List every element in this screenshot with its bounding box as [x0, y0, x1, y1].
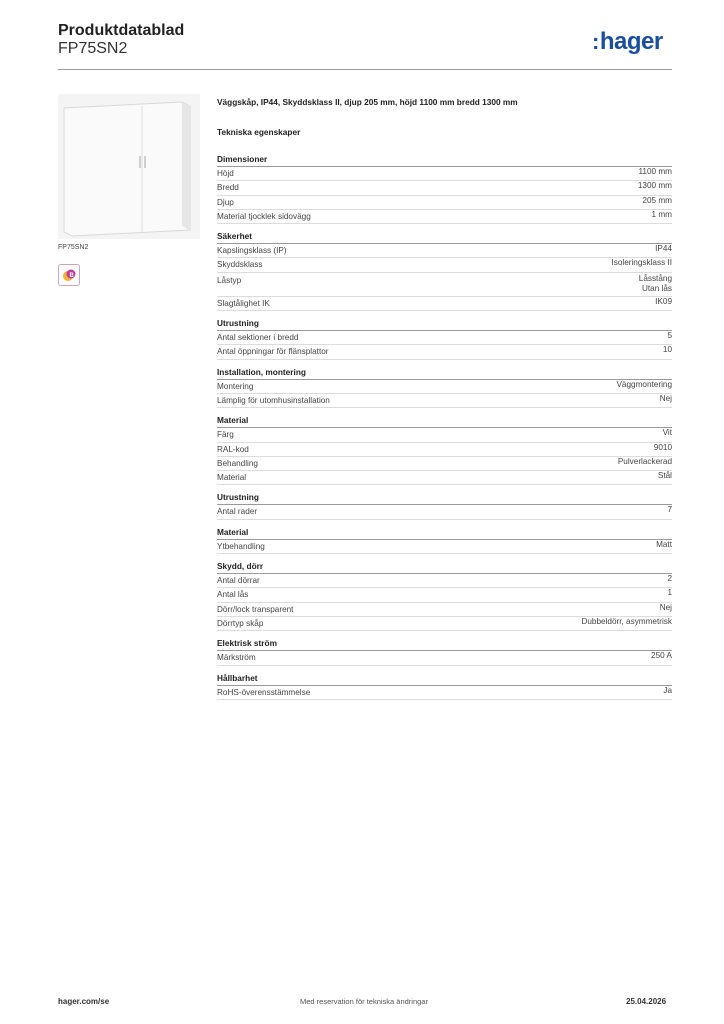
spec-label: Låstyp [217, 275, 242, 285]
spec-value [616, 380, 672, 393]
spec-value-line: 5 [667, 331, 672, 341]
spec-value-line: IK09 [655, 296, 672, 306]
spec-row [217, 574, 672, 588]
spec-value-line: Matt [656, 539, 672, 549]
spec-label: Material [217, 473, 247, 483]
spec-label: Antal lås [217, 590, 249, 600]
spec-value [658, 471, 672, 484]
spec-value [667, 588, 672, 601]
spec-row [217, 394, 672, 408]
spec-row [217, 471, 672, 485]
spec-label: Märkström [217, 653, 256, 663]
spec-section [217, 491, 672, 519]
spec-value-line: Nej [659, 393, 672, 403]
spec-section [217, 317, 672, 360]
logo-text: hager [599, 28, 663, 55]
spec-value [611, 258, 672, 271]
spec-row [217, 196, 672, 210]
cabinet-illustration-icon [58, 94, 200, 239]
spec-row [217, 345, 672, 359]
spec-label: Bredd [217, 183, 239, 193]
spec-value-line: Dubbeldörr, asymmetrisk [581, 616, 672, 626]
eco-badge-icon [58, 264, 80, 286]
spec-label: RAL-kod [217, 444, 249, 454]
spec-value-line: 9010 [653, 442, 672, 452]
section-title: Skydd, dörr [217, 560, 672, 574]
spec-value-line: Vit [662, 428, 672, 438]
spec-label: Antal dörrar [217, 576, 260, 586]
spec-value [667, 505, 672, 518]
spec-value [660, 603, 672, 616]
spec-label: Lämplig för utomhusinstallation [217, 395, 330, 405]
section-title: Utrustning [217, 491, 672, 505]
spec-value-line: 1 mm [651, 209, 672, 219]
spec-value-line: Pulverlackerad [617, 456, 672, 466]
spec-value [655, 244, 672, 257]
spec-row [217, 258, 672, 272]
spec-value-line: 205 mm [642, 195, 672, 205]
spec-row [217, 588, 672, 602]
spec-section [217, 230, 672, 311]
spec-value [667, 331, 672, 344]
spec-section [217, 672, 672, 700]
spec-value [639, 274, 672, 295]
spec-row [217, 686, 672, 700]
section-title: Dimensioner [217, 153, 672, 167]
spec-section [217, 414, 672, 485]
spec-value-line: 10 [662, 345, 672, 355]
spec-value [663, 686, 672, 699]
spec-label: Montering [217, 381, 254, 391]
spec-value-line: 250 A [651, 651, 672, 661]
spec-value-line: 1100 mm [638, 167, 672, 176]
logo-colon-icon: : [592, 29, 599, 54]
spec-row [217, 651, 672, 665]
spec-label: Ytbehandling [217, 541, 265, 551]
spec-value-line: Väggmontering [616, 379, 672, 389]
spec-value-line: Låsstång [638, 273, 672, 283]
spec-value-line: Stål [657, 471, 672, 481]
footer-disclaimer: Med reservation för tekniska ändringar [300, 997, 428, 1006]
section-title: Säkerhet [217, 230, 672, 244]
svg-text:B: B [69, 273, 74, 279]
spec-value [663, 345, 672, 358]
spec-value-line: 2 [667, 574, 672, 584]
spec-value-line: 1300 mm [637, 181, 672, 191]
spec-value [642, 196, 672, 209]
page-title: Produktdatablad [58, 22, 185, 39]
product-image [58, 94, 200, 239]
spec-row [217, 181, 672, 195]
section-title: Utrustning [217, 317, 672, 331]
spec-row [217, 603, 672, 617]
spec-section [217, 366, 672, 409]
spec-row [217, 331, 672, 345]
spec-label: Färg [217, 430, 234, 440]
spec-value-line: Ja [663, 685, 672, 695]
spec-value [667, 574, 672, 587]
spec-value [618, 457, 672, 470]
spec-value [652, 210, 672, 223]
spec-label: Antal öppningar för flänsplattor [217, 347, 329, 357]
section-title: Installation, montering [217, 366, 672, 380]
product-caption: FP75SN2 [58, 244, 89, 251]
spec-value [655, 297, 672, 310]
footer-website: hager.com/se [58, 997, 110, 1006]
spec-value [660, 394, 672, 407]
spec-label: Antal rader [217, 507, 258, 517]
section-title: Material [217, 526, 672, 540]
spec-label: Skyddsklass [217, 260, 263, 270]
spec-row [217, 617, 672, 631]
spec-row [217, 380, 672, 394]
spec-row [217, 443, 672, 457]
spec-value [663, 428, 672, 441]
spec-row [217, 244, 672, 258]
spec-value [654, 443, 672, 456]
hager-logo [592, 28, 663, 56]
spec-row [217, 457, 672, 471]
spec-label: Kapslingsklass (IP) [217, 246, 287, 256]
spec-label: Slagtålighet IK [217, 298, 270, 308]
spec-label: Dörr/lock transparent [217, 604, 294, 614]
spec-section [217, 526, 672, 554]
spec-row [217, 428, 672, 442]
product-code: FP75SN2 [58, 40, 128, 57]
spec-row [217, 505, 672, 519]
spec-value [638, 167, 672, 180]
spec-label: RoHS-överensstämmelse [217, 687, 311, 697]
spec-value-line: IP44 [655, 244, 672, 254]
spec-row [217, 167, 672, 181]
spec-row [217, 297, 672, 311]
spec-value-line: 7 [667, 505, 672, 515]
spec-row [217, 273, 672, 297]
spec-label: Antal sektioner i bredd [217, 333, 299, 343]
spec-value [638, 181, 672, 194]
properties-title: Tekniska egenskaper [217, 127, 301, 137]
spec-value-line: Isoleringsklass II [611, 258, 672, 268]
spec-label: Djup [217, 197, 234, 207]
spec-label: Dörrtyp skåp [217, 618, 264, 628]
section-title: Elektrisk ström [217, 637, 672, 651]
section-title: Hållbarhet [217, 672, 672, 686]
section-title: Material [217, 414, 672, 428]
spec-value [581, 617, 672, 630]
spec-section [217, 637, 672, 665]
spec-section [217, 560, 672, 631]
spec-value-line: 1 [667, 588, 672, 598]
footer-date: 25.04.2026 [626, 997, 667, 1006]
spec-section [217, 153, 672, 224]
spec-row [217, 210, 672, 224]
spec-label: Behandling [217, 458, 258, 468]
spec-row [217, 540, 672, 554]
spec-label: Höjd [217, 169, 234, 178]
spec-label: Material tjocklek sidovägg [217, 211, 311, 221]
spec-content [217, 97, 672, 700]
spec-value [656, 540, 672, 553]
header-divider [58, 69, 672, 70]
spec-value [651, 651, 672, 664]
spec-value-line: Nej [659, 602, 672, 612]
spec-sections [217, 153, 672, 700]
spec-value-line: Utan lås [641, 284, 672, 294]
product-description: Väggskåp, IP44, Skyddsklass II, djup 205 mm, höjd 1100 mm bredd 1300 mm [217, 97, 518, 107]
